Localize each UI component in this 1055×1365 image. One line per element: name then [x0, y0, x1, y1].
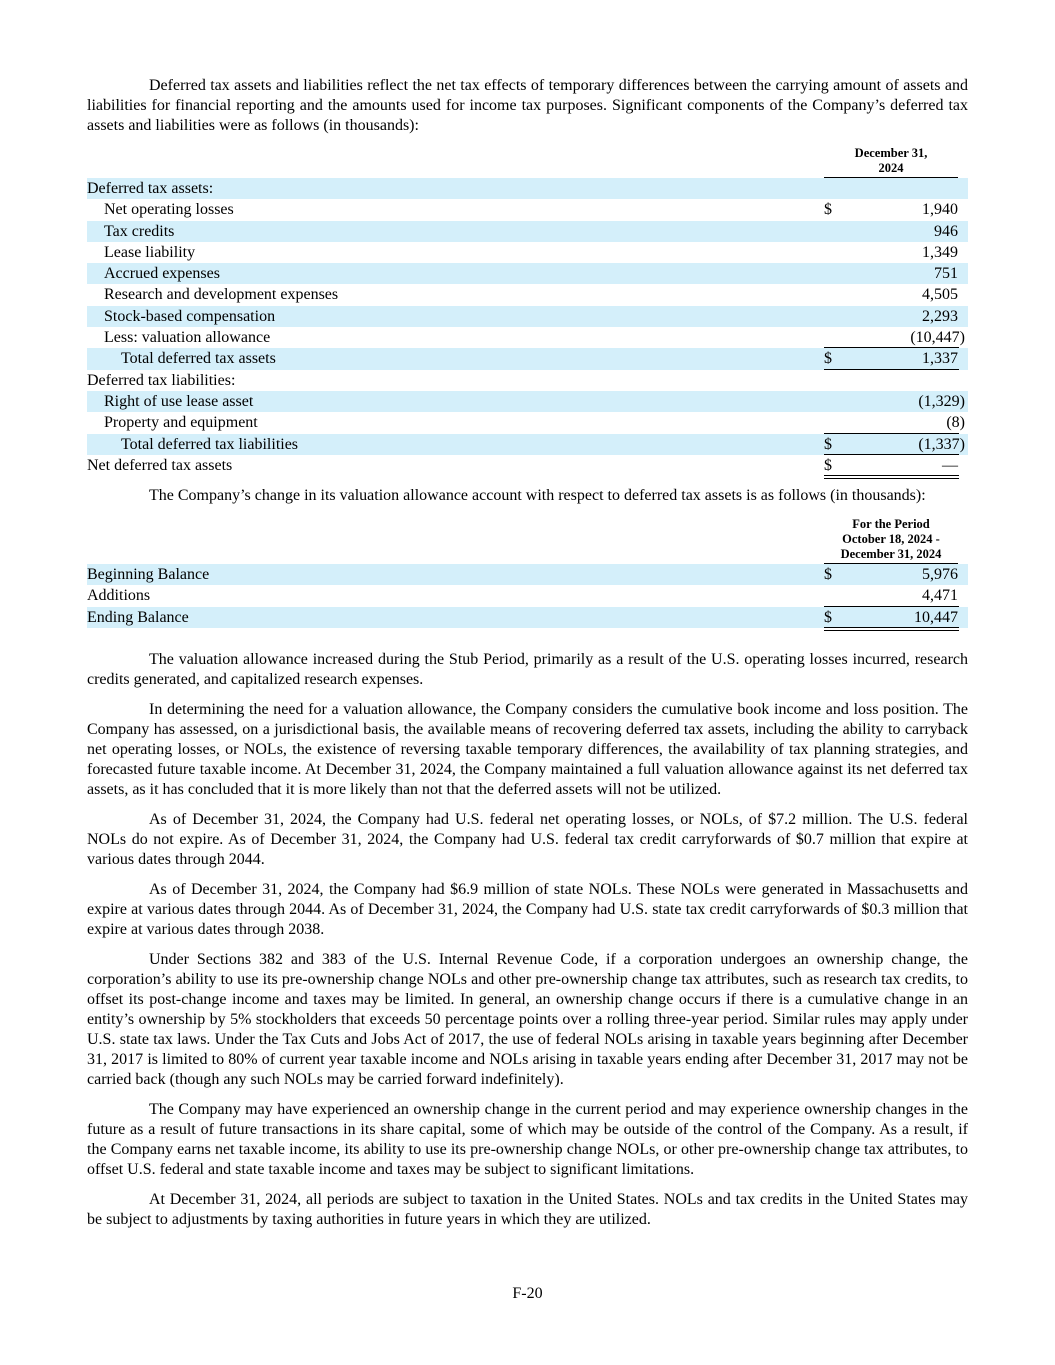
double-underline [824, 627, 959, 631]
row-label: Lease liability [104, 243, 196, 261]
table-row [87, 199, 968, 220]
table-row [87, 370, 968, 391]
table-row [87, 455, 968, 476]
page-number: F-20 [512, 1285, 543, 1302]
row-label: Property and equipment [104, 414, 258, 432]
table-row [87, 412, 968, 433]
row-label: Additions [87, 587, 151, 605]
table-header [87, 516, 968, 564]
deferred-tax-table [87, 144, 968, 476]
table-row [87, 306, 968, 327]
row-value: 1,349 [922, 243, 958, 261]
table-row [87, 221, 968, 242]
row-label: Stock-based compensation [104, 307, 276, 325]
row-label: Accrued expenses [104, 265, 220, 283]
row-value: 4,471 [922, 587, 958, 605]
row-value: 4,505 [922, 286, 958, 304]
paragraph-valuation-need: In determining the need for a valuation allowance, the Company considers the cumulative book income and loss position. The Company has assessed, on a jurisdictional basis, the available means of recovering deferred tax assets, including the ability to carryback net operating losses, or NOLs, the existence of reversing taxable temporary differences, the availability of tax planning strategies, and forecasted future taxable income. At December 31, 2024, the Company maintained a full valuation allowance against its net deferred tax assets, as it has concluded that it is more likely than not that the deferred assets will not be utilized. [87, 701, 968, 799]
table-row [87, 585, 968, 606]
table-row [87, 284, 968, 305]
table-row [87, 607, 968, 628]
row-value: 2,293 [922, 307, 958, 325]
row-value: 946 [934, 222, 958, 240]
row-value: (8) [946, 414, 965, 432]
row-label: Total deferred tax assets [121, 350, 276, 368]
table-row [87, 564, 968, 585]
double-underline [824, 475, 959, 479]
row-label: Beginning Balance [87, 566, 210, 584]
table-row [87, 434, 968, 455]
dollar-sign: $ [824, 435, 832, 453]
table-header [87, 144, 968, 178]
paragraph-taxation-periods: At December 31, 2024, all periods are subject to taxation in the United States. NOLs and tax credits in the United States may be subject to adjustments by taxing authorities in future years in which they are utilized. [87, 1191, 968, 1229]
paragraph-ownership-change-rules: Under Sections 382 and 383 of the U.S. Internal Revenue Code, if a corporation undergoes an ownership change, the corporation’s ability to use its pre-ownership change NOLs and other pre-ownership change tax attributes, such as research tax credits, to offset its post-change income and taxes may be limited. In general, an ownership change occurs if there is a cumulative change in an entity’s ownership by 5% stockholders that exceeds 50 percentage points over a rolling three-year period. Similar rules may apply under U.S. state tax laws. Under the Tax Cuts and Jobs Act of 2017, the use of federal NOLs arising in taxable years beginning after December 31, 2017 is limited to 80% of current year taxable income and NOLs arising in taxable years ending after December 31, 2017 may not be carried back (though any such NOLs may be carried forward indefinitely). [87, 951, 968, 1089]
row-label: Less: valuation allowance [104, 329, 271, 347]
row-value: 5,976 [922, 566, 958, 584]
valuation-intro-paragraph: The Company’s change in its valuation allowance account with respect to deferred tax assets is as follows (in thousands): [149, 487, 926, 505]
row-value: (1,329) [918, 392, 965, 410]
row-label: Right of use lease asset [104, 392, 254, 410]
paragraph-valuation-increase: The valuation allowance increased during the Stub Period, primarily as a result of the U.S. operating losses incurred, research credits generated, and capitalized research expenses. [87, 651, 968, 689]
table-row [87, 263, 968, 284]
table-row [87, 391, 968, 412]
dollar-sign: $ [824, 566, 832, 584]
row-value: 1,337 [922, 350, 958, 368]
table-row [87, 348, 968, 369]
column-header-december-31-2024: December 31, 2024 [824, 146, 958, 178]
row-value: (1,337) [918, 435, 965, 453]
table-row [87, 242, 968, 263]
row-value: 751 [934, 265, 958, 283]
dollar-sign: $ [824, 350, 832, 368]
row-label: Total deferred tax liabilities [121, 435, 299, 453]
row-value: (10,447) [910, 329, 965, 347]
row-label: Research and development expenses [104, 286, 339, 304]
row-label: Deferred tax liabilities: [87, 371, 236, 389]
dollar-sign: $ [824, 201, 832, 219]
column-header-period: For the Period October 18, 2024 - December 31, 2024 [824, 517, 958, 564]
row-label: Net operating losses [104, 201, 234, 219]
dollar-sign: $ [824, 456, 832, 474]
table-row [87, 327, 968, 348]
row-label: Deferred tax assets: [87, 180, 214, 197]
row-value: 10,447 [914, 608, 958, 626]
row-value: 1,940 [922, 201, 958, 219]
paragraph-state-nols: As of December 31, 2024, the Company had $6.9 million of state NOLs. These NOLs were generated in Massachusetts and expire at various dates through 2044. As of December 31, 2024, the Company had U.S. state tax credit carryforwards of $0.3 million that expire at various dates through 2038. [87, 881, 968, 939]
table-row [87, 178, 968, 199]
document-page [87, 76, 968, 1240]
paragraph-ownership-change-risk: The Company may have experienced an ownership change in the current period and may experience ownership changes in the future as a result of future transactions in its share capital, some of which may be outside of the control of the Company. As a result, if the Company earns net taxable income, its ability to use its pre-ownership change NOLs, or other pre-ownership change tax attributes, to offset U.S. federal and state taxable income and taxes may be subject to significant limitations. [87, 1101, 968, 1179]
row-label: Net deferred tax assets [87, 456, 233, 474]
row-value: — [942, 456, 958, 474]
row-label: Ending Balance [87, 608, 189, 626]
valuation-allowance-table [87, 516, 968, 628]
dollar-sign: $ [824, 608, 832, 626]
paragraph-federal-nols: As of December 31, 2024, the Company had U.S. federal net operating losses, or NOLs, of $7.2 million. The U.S. federal NOLs do not expire. As of December 31, 2024, the Company had U.S. federal tax credit carryforwards of $0.7 million that expire at various dates through 2044. [87, 811, 968, 869]
intro-paragraph: Deferred tax assets and liabilities reflect the net tax effects of temporary differences between the carrying amount of assets and liabilities for financial reporting and the amounts used for income tax purposes. Significant components of the Company’s deferred tax assets and liabilities were as follows (in thousands): [87, 77, 968, 134]
row-label: Tax credits [104, 222, 175, 240]
